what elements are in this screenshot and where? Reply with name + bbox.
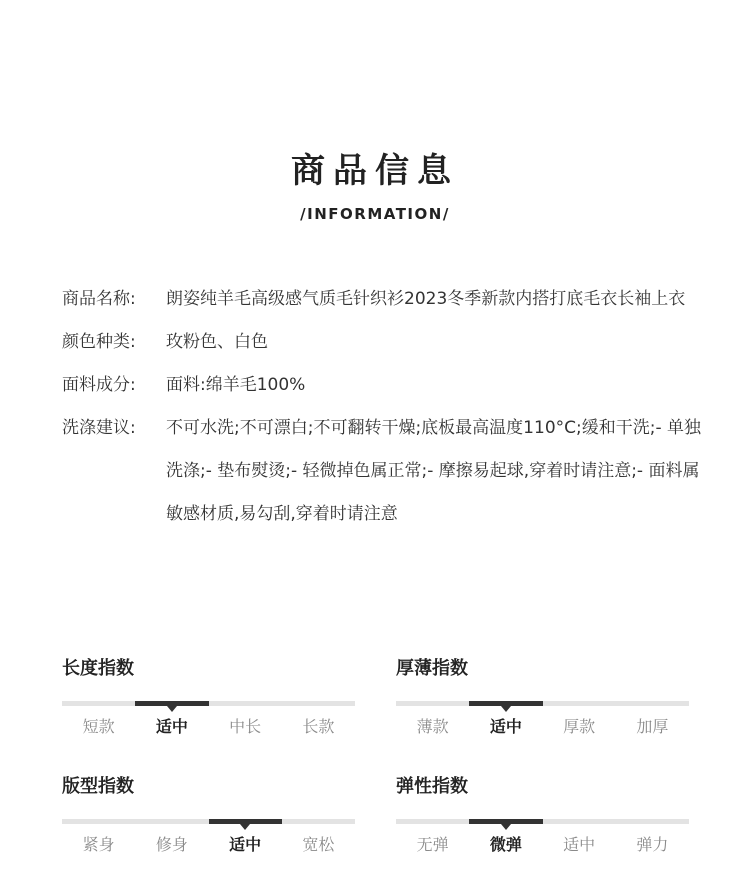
index-title: 厚薄指数: [396, 658, 468, 679]
index-options: [62, 716, 355, 738]
index-options: [396, 716, 689, 738]
info-label: 面料成分:: [62, 375, 136, 395]
page-title: 商品信息: [291, 151, 459, 191]
info-row-material: [62, 364, 702, 407]
index-option: 适中: [489, 717, 522, 736]
index-option: 短款: [82, 717, 115, 736]
marker-pointer-icon: [167, 706, 177, 712]
index-marker: [209, 819, 282, 824]
index-marker: [469, 819, 542, 824]
info-value: 不可水洗;不可漂白;不可翻转干燥;底板最高温度110°C;缓和干洗;- 单独洗涤;- 垫布熨烫;- 轻微掉色属正常;- 摩擦易起球,穿着时请注意;- 面料属敏感材质,易勾刮,穿着时请注意: [166, 418, 701, 524]
info-row-color: [62, 321, 702, 364]
index-option: 薄款: [416, 717, 449, 736]
info-value: 面料:绵羊毛100%: [166, 375, 306, 395]
index-option: 适中: [155, 717, 188, 736]
index-option: 中长: [229, 717, 262, 736]
marker-pointer-icon: [501, 706, 511, 712]
info-label: 洗涤建议:: [62, 418, 136, 438]
product-info-list: [62, 278, 702, 536]
index-track: [62, 701, 355, 706]
section-heading: [0, 148, 750, 224]
index-title: 弹性指数: [396, 776, 468, 797]
index-option: 适中: [229, 835, 262, 854]
info-row-care: [62, 407, 702, 536]
index-option: 微弹: [489, 835, 522, 854]
index-option: 修身: [155, 835, 188, 854]
index-track: [62, 819, 355, 824]
fit-index: [62, 774, 355, 854]
index-option: 厚款: [563, 717, 596, 736]
index-option: 适中: [563, 835, 596, 854]
index-track: [396, 701, 689, 706]
info-label: 商品名称:: [62, 289, 136, 309]
index-option: 弹力: [636, 835, 669, 854]
elasticity-index: [396, 774, 689, 854]
index-option: 宽松: [302, 835, 335, 854]
info-label: 颜色种类:: [62, 332, 136, 352]
info-value: 朗姿纯羊毛高级感气质毛针织衫2023冬季新款内搭打底毛衣长袖上衣: [166, 289, 686, 309]
index-option: 长款: [302, 717, 335, 736]
page-subtitle: /INFORMATION/: [300, 205, 450, 223]
index-option: 无弹: [416, 835, 449, 854]
length-index: [62, 656, 355, 736]
marker-pointer-icon: [501, 824, 511, 830]
index-marker: [135, 701, 208, 706]
index-track: [396, 819, 689, 824]
index-title: 长度指数: [62, 658, 134, 679]
index-marker: [469, 701, 542, 706]
marker-pointer-icon: [240, 824, 250, 830]
index-options: [396, 834, 689, 856]
thickness-index: [396, 656, 689, 736]
index-option: 紧身: [82, 835, 115, 854]
info-row-name: [62, 278, 702, 321]
index-options: [62, 834, 355, 856]
info-value: 玫粉色、白色: [166, 332, 268, 352]
index-title: 版型指数: [62, 776, 134, 797]
index-option: 加厚: [636, 717, 669, 736]
